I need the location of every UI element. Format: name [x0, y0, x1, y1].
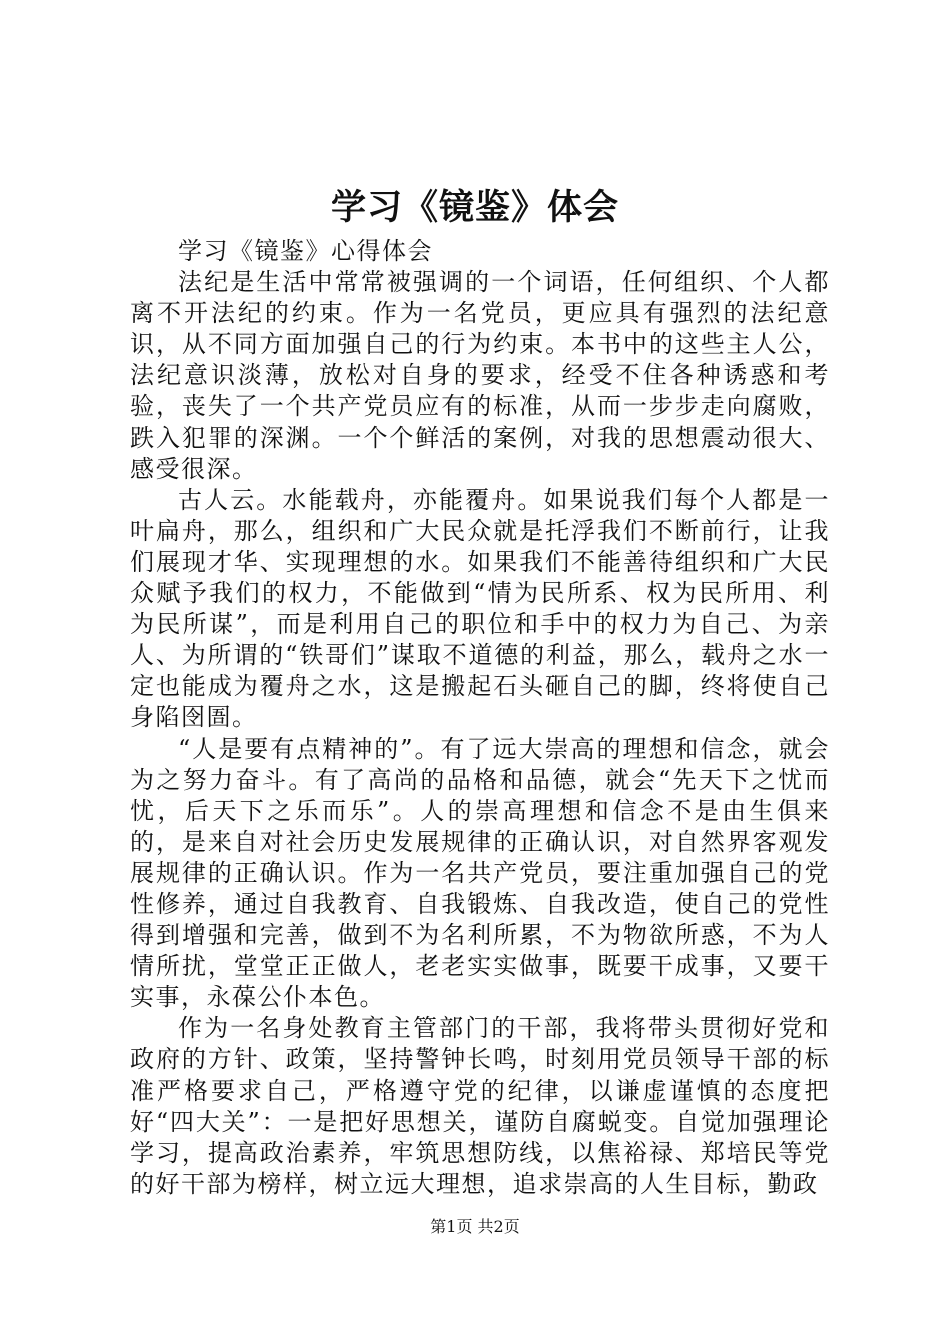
document-subtitle: 学习《镜鉴》心得体会 [178, 237, 433, 265]
document-title: 学习《镜鉴》体会 [330, 188, 619, 228]
paragraph: “人是要有点精神的”。有了远大崇高的理想和信念，就会为之努力奋斗。有了高尚的品格和品德，就会“先天下之忧而忧，后天下之乐而乐”。人的崇高理想和信念不是由生俱来的，是来自对社会历史发展规律的正确认识，对自然界客观发展规律的正确认识。作为一名共产党员，要注重加强自己的党性修养，通过自我教育、自我锻炼、自我改造，使自己的党性得到增强和完善，做到不为名利所累，不为物欲所惑，不为人情所扰，堂堂正正做人，老老实实做事，既要干成事，又要干实事，永葆公仆本色。 [130, 734, 830, 1012]
paragraph: 古人云。水能载舟，亦能覆舟。如果说我们每个人都是一叶扁舟，那么，组织和广大民众就是托浮我们不断前行，让我们展现才华、实现理想的水。如果我们不能善待组织和广大民众赋予我们的权力，不能做到“情为民所系、权为民所用、利为民所谋”，而是利用自己的职位和手中的权力为自己、为亲人、为所谓的“铁哥们”谋取不道德的利益，那么，载舟之水一定也能成为覆舟之水，这是搬起石头砸自己的脚，终将使自己身陷囹圄。 [130, 485, 830, 732]
paragraph: 作为一名身处教育主管部门的干部，我将带头贯彻好党和政府的方针、政策，坚持警钟长鸣，时刻用党员领导干部的标准严格要求自己，严格遵守党的纪律，以谦虚谨慎的态度把好“四大关”：一是把好思想关，谨防自腐蜕变。自觉加强理论学习，提高政治素养，牢筑思想防线，以焦裕禄、郑培民等党的好干部为榜样，树立远大理想，追求崇高的人生目标，勤政 [130, 1014, 830, 1198]
paragraph: 法纪是生活中常常被强调的一个词语，任何组织、个人都离不开法纪的约束。作为一名党员，更应具有强烈的法纪意识，从不同方面加强自己的行为约束。本书中的这些主人公，法纪意识淡薄，放松对自身的要求，经受不住各种诱惑和考验，丧失了一个共产党员应有的标准，从而一步步走向腐败，跌入犯罪的深渊。一个个鲜活的案例，对我的思想震动很大、感受很深。 [130, 268, 830, 483]
page-number-footer: 第1页 共2页 [430, 1217, 520, 1236]
document-body [130, 236, 830, 1200]
